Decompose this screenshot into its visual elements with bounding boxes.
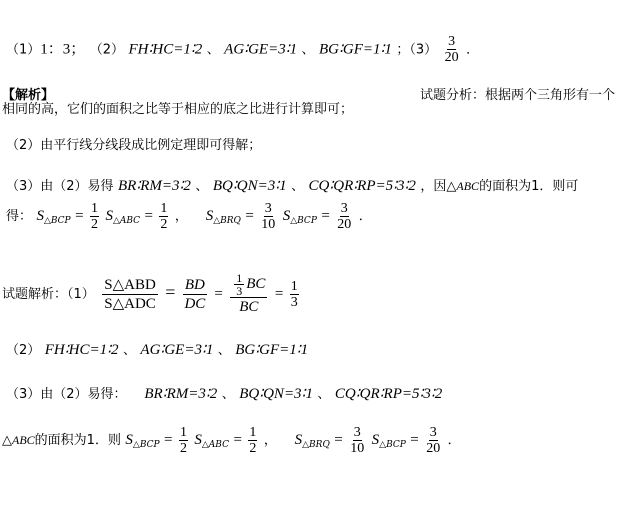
fraction-1-2 [159, 201, 168, 232]
equals: = [245, 208, 254, 224]
ratio-bg-gf: BG∶GF=1∶1 [235, 342, 309, 358]
fraction-numerator: BD [184, 276, 205, 293]
equals: = [321, 208, 330, 224]
subscript-brq: △BRQ [213, 216, 241, 226]
area-symbol: S [371, 432, 380, 448]
period: ． [447, 433, 461, 448]
answer-part1-label: （1） [6, 42, 41, 58]
ratio-cq-qr-rp: CQ∶QR∶RP=5∶3∶2 [334, 386, 443, 402]
separator: 、 [221, 387, 235, 402]
ratio-ag-ge: AG∶GE=3∶1 [224, 41, 298, 58]
fraction-denominator: 2 [91, 216, 98, 232]
solution-part2-label: （2） [6, 343, 41, 358]
solution-line-3 [6, 384, 442, 405]
ratio-ag-ge: AG∶GE=3∶1 [140, 342, 214, 358]
separator: 、 [301, 42, 315, 58]
triangle-abc: ABC [12, 433, 35, 447]
answer-part2-label: （2） [89, 42, 125, 58]
separator: 、 [217, 343, 231, 358]
subscript-bcp: △BCP [43, 216, 71, 226]
subscript-bcp: △BCP [132, 440, 160, 450]
fraction-3-20 [425, 425, 441, 456]
analysis-line-4 [6, 176, 578, 197]
fraction-1-2 [248, 425, 257, 456]
separator: 、 [122, 343, 136, 358]
ratio-cq-qr-rp: CQ∶QR∶RP=5∶3∶2 [308, 178, 416, 194]
area-symbol: S [294, 432, 303, 448]
fraction-1-2 [90, 201, 99, 232]
fraction-numerator: 1 [290, 278, 298, 294]
equals: = [274, 286, 284, 302]
solution-line-1 [2, 262, 301, 325]
analysis-line5-start: 得： [6, 209, 33, 224]
fraction-1-3 [290, 279, 299, 310]
equals: = [144, 208, 153, 224]
fraction-numerator: 1 [249, 424, 257, 440]
equals: = [410, 432, 419, 448]
fraction-numerator: 3 [340, 200, 348, 216]
analysis-line-5 [6, 200, 372, 237]
fraction-3-10 [260, 201, 276, 232]
separator: 、 [317, 387, 331, 402]
fraction-denominator: 20 [426, 440, 441, 456]
fraction-1-3 [234, 272, 244, 297]
analysis-line-2: 相同的高，它们的面积之比等于相应的底之比进行计算即可； [2, 102, 354, 117]
area-symbol: S [125, 432, 133, 448]
subscript-brq: △BRQ [302, 440, 330, 450]
separator: 、 [195, 179, 209, 194]
analysis-line4-because: ，因△ [420, 179, 457, 194]
fraction-denominator: BC [239, 299, 259, 315]
area-ratio-fraction [102, 276, 158, 313]
ratio-fh-hc: FH∶HC=1∶2 [44, 342, 119, 358]
ratio-br-rm: BR∶RM=3∶2 [144, 386, 218, 402]
analysis-line4-start: （3）由（2）易得 [6, 179, 114, 194]
bd-dc-fraction [183, 276, 207, 313]
area-symbol: S [205, 208, 214, 224]
fraction-denominator: 20 [337, 216, 352, 232]
fraction-numerator: S△ABD [104, 276, 156, 293]
fraction-numerator: 3 [448, 34, 456, 49]
ratio-br-rm: BR∶RM=3∶2 [118, 178, 191, 194]
equals: = [233, 432, 242, 448]
period: ． [466, 42, 480, 58]
analysis-line-3: （2）由平行线分线段成比例定理即可得解； [6, 138, 262, 153]
fraction-numerator: 1 [91, 200, 98, 216]
fraction-denominator: 3 [236, 284, 243, 298]
separator: 、 [291, 179, 305, 194]
equals: = [164, 432, 173, 448]
compound-fraction [230, 272, 267, 316]
fraction-numerator [230, 272, 267, 298]
comma: ， [263, 433, 277, 448]
analysis-intro-right: 试题分析：根据两个三角形有一个 [420, 88, 616, 103]
fraction-denominator: 10 [350, 440, 365, 456]
fraction-denominator: 2 [179, 440, 187, 456]
fraction-numerator: 1 [160, 200, 168, 216]
solution-label: 试题解析：（1） [2, 287, 95, 302]
equals: = [214, 286, 223, 302]
ratio-fh-hc: FH∶HC=1∶2 [128, 41, 203, 58]
area-symbol: S [194, 432, 202, 448]
analysis-heading: 【解析】 [2, 88, 55, 103]
solution-line-4 [2, 424, 461, 461]
triangle-abc: ABC [456, 179, 480, 193]
fraction-denominator: 2 [249, 440, 257, 456]
separator: 、 [206, 42, 220, 58]
subscript-bcp: △BCP [290, 216, 317, 226]
fraction-denominator: 20 [444, 50, 459, 65]
period: ． [358, 209, 372, 224]
fraction-numerator: 1 [179, 424, 187, 440]
solution-part3-label: （3）由（2）易得： [6, 387, 127, 402]
answer-part3-label: ；（3） [396, 42, 438, 58]
fraction-3-10 [349, 425, 365, 456]
subscript-bcp: △BCP [379, 440, 406, 450]
solution-line-2 [6, 340, 308, 361]
area-symbol: S [282, 208, 291, 224]
ratio-bq-qn: BQ∶QN=3∶1 [239, 386, 313, 402]
equals: = [75, 208, 84, 224]
fraction-denominator: 2 [160, 216, 168, 232]
fraction-3-20 [444, 34, 460, 65]
fraction-1-2 [179, 425, 188, 456]
fraction-denominator: S△ADC [104, 295, 156, 312]
fraction-numerator: 1 [236, 271, 243, 285]
equals: = [334, 432, 343, 448]
answer-part1-value: 1：3； [40, 41, 86, 58]
fraction-3-20 [336, 201, 352, 232]
bc-term: BC [246, 275, 266, 292]
subscript-abc: △ABC [201, 440, 229, 450]
fraction-denominator: 10 [261, 216, 276, 232]
answer-line [6, 34, 479, 65]
triangle-symbol: △ [2, 433, 12, 448]
analysis-line4-tail: 的面积为1．则可 [479, 179, 579, 194]
solution-line4-text: 的面积为1．则 [34, 433, 121, 448]
comma: ， [174, 209, 188, 224]
fraction-numerator: 3 [264, 200, 272, 216]
area-symbol: S [105, 208, 113, 224]
equals: = [165, 282, 176, 302]
fraction-denominator: DC [184, 295, 206, 312]
fraction-numerator: 3 [429, 424, 437, 440]
ratio-bq-qn: BQ∶QN=3∶1 [212, 178, 287, 194]
subscript-abc: △ABC [112, 216, 141, 226]
ratio-bg-gf: BG∶GF=1∶1 [319, 41, 392, 58]
fraction-numerator: 3 [353, 424, 361, 440]
fraction-denominator: 3 [290, 294, 298, 310]
area-symbol: S [36, 208, 44, 224]
